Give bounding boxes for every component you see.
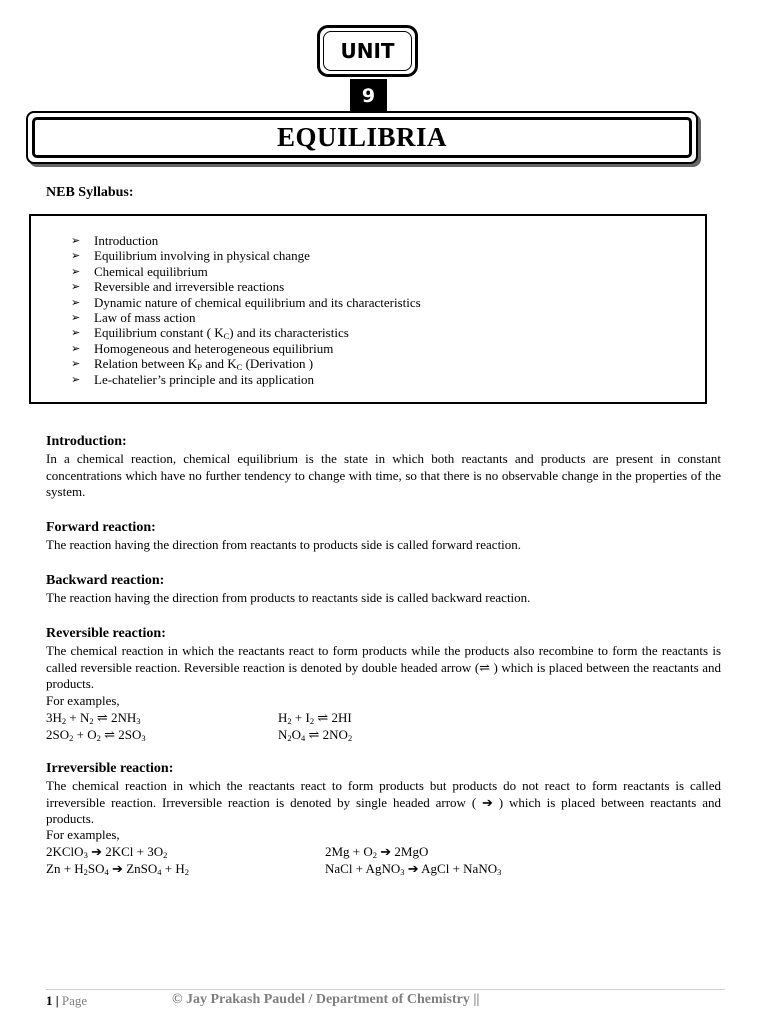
syllabus-item (71, 295, 421, 310)
reversible-examples-label: For examples, (46, 693, 120, 708)
syllabus-item-label: Chemical equilibrium (94, 263, 208, 279)
syllabus-item (71, 341, 421, 356)
arrow-bullet-icon: ➢ (71, 310, 81, 324)
syllabus-item-label: Introduction (94, 233, 159, 248)
syllabus-heading: NEB Syllabus: (46, 185, 134, 200)
arrow-bullet-icon: ➢ (71, 326, 81, 340)
syllabus-item (71, 310, 421, 325)
arrow-bullet-icon: ➢ (71, 295, 81, 309)
irreversible-example: $Zn + H_2SO_4$ ➔ ZnSO$_4$ + $H_2$ (46, 861, 189, 877)
irreversible-example: $2Mg + O_2$ ➔ 2MgO (325, 844, 429, 860)
forward-text: The reaction having the direction from reactants to products side is called forward reaction. (46, 537, 522, 552)
reversible-heading: Reversible reaction: (46, 626, 166, 641)
title-banner (26, 111, 698, 164)
syllabus-item-label: Relation between $K_P$ and $K_C$ (Derivation ) (94, 356, 314, 373)
reversible-text: The chemical reaction in which the reactants react to form products while the products also recombine to form the reactants is called reversible reaction. Reversible reaction is denoted by double headed arrow (⇌ ) which is placed between the reactants and products. (46, 643, 721, 692)
footer-credit: © Jay Prakash Paudel / Department of Chemistry || (172, 992, 480, 1007)
unit-label: UNIT (323, 31, 412, 71)
arrow-bullet-icon: ➢ (71, 264, 81, 278)
arrow-bullet-icon: ➢ (71, 280, 81, 294)
irreversible-heading: Irreversible reaction: (46, 761, 174, 776)
forward-heading: Forward reaction: (46, 520, 156, 535)
arrow-bullet-icon: ➢ (71, 357, 81, 371)
syllabus-item-label: Le-chatelier’s principle and its application (94, 371, 314, 387)
syllabus-item (71, 372, 421, 387)
arrow-bullet-icon: ➢ (71, 249, 81, 263)
reversible-example: $N_2O_4$ ⇌ $2NO_2$ (278, 727, 353, 743)
syllabus-box (29, 214, 707, 404)
syllabus-list (71, 233, 421, 387)
page-label: Page (61, 993, 88, 1008)
arrow-bullet-icon: ➢ (71, 372, 81, 386)
syllabus-item (71, 233, 421, 248)
syllabus-item-label: Equilibrium constant ( $K_C$) and its characteristics (94, 325, 349, 342)
unit-number: 9 (350, 79, 387, 113)
syllabus-item-label: Law of mass action (94, 309, 196, 325)
arrow-bullet-icon: ➢ (71, 341, 81, 355)
footer-page-indicator (46, 993, 87, 1009)
introduction-heading: Introduction: (46, 434, 127, 449)
unit-badge (317, 25, 418, 77)
syllabus-item (71, 264, 421, 279)
reversible-example: $2SO_2 + O_2$ ⇌ $2SO_3$ (46, 727, 146, 743)
arrow-bullet-icon: ➢ (71, 234, 81, 247)
syllabus-item-label: Equilibrium involving in physical change (94, 248, 310, 264)
reversible-example: $H_2 + I_2$ ⇌ 2HI (278, 710, 352, 726)
footer-divider (46, 989, 725, 990)
syllabus-item-label: Reversible and irreversible reactions (94, 279, 285, 295)
reversible-example: $3H_2 + N_2$ ⇌ $2NH_3$ (46, 710, 141, 726)
irreversible-example: NaCl + AgNO$_3$ ➔ AgCl + NaNO$_3$ (325, 861, 502, 877)
backward-text: The reaction having the direction from products to reactants side is called backward reaction. (46, 590, 531, 605)
irreversible-text: The chemical reaction in which the reactants react to form products but products do not react to form reactants is called irreversible reaction. Irreversible reaction is denoted by single headed arrow ( ➔ ) which is placed between reactants and products. (46, 778, 721, 827)
page-number: 1 | (46, 993, 59, 1008)
syllabus-item-label: Dynamic nature of chemical equilibrium and its characteristics (94, 294, 421, 310)
syllabus-item (71, 356, 421, 371)
introduction-text: In a chemical reaction, chemical equilibrium is the state in which both reactants and products are present in constant concentrations which have no further tendency to change with time, so that there is no observable change in the properties of the system. (46, 451, 721, 500)
syllabus-item (71, 248, 421, 263)
irreversible-examples-label: For examples, (46, 827, 120, 842)
backward-heading: Backward reaction: (46, 573, 165, 588)
irreversible-example: 2KClO$_3$ ➔ $2KCl + 3O_2$ (46, 844, 168, 860)
syllabus-item-label: Homogeneous and heterogeneous equilibrium (94, 340, 334, 356)
syllabus-item (71, 325, 421, 340)
page-title: EQUILIBRIA (32, 117, 692, 158)
syllabus-item (71, 279, 421, 294)
